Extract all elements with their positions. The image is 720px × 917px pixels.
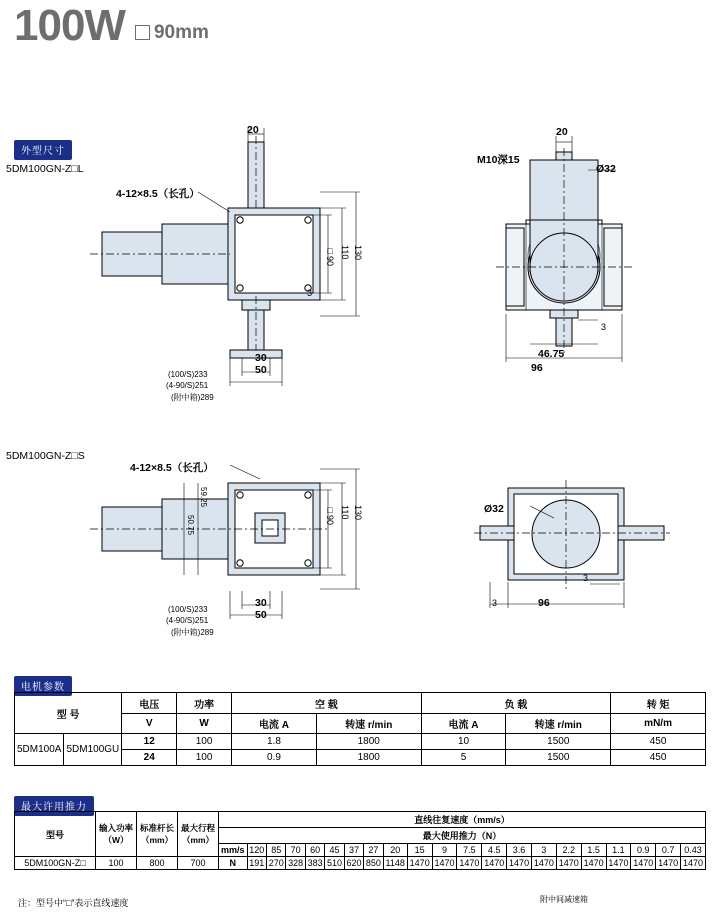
- dim-96-bottom: 96: [538, 597, 550, 609]
- cell-model-a: 5DM100A: [15, 734, 64, 766]
- speed-col-16: 1.1: [606, 844, 631, 857]
- speed-col-13: 3: [531, 844, 556, 857]
- dim-top-110: 110: [340, 245, 350, 260]
- note-top-1: (100/S)233: [168, 370, 208, 379]
- th-power-unit: W: [177, 714, 232, 734]
- note-bottom-3: (附中箱)289: [171, 628, 214, 637]
- speed-col-1: 85: [267, 844, 286, 857]
- dim-topright-20: 20: [556, 126, 568, 138]
- dim-dia32-top: Ø32: [596, 163, 616, 175]
- speed-col-6: 27: [364, 844, 383, 857]
- th-torque-unit: mN/m: [611, 714, 706, 734]
- table-row: [15, 734, 706, 750]
- force-col-6: 850: [364, 857, 383, 870]
- dim-96-top: 96: [531, 362, 543, 374]
- force-col-5: 620: [344, 857, 363, 870]
- force-col-8: 1470: [407, 857, 432, 870]
- force-col-10: 1470: [457, 857, 482, 870]
- speed-col-19: 0.43: [681, 844, 706, 857]
- cell-ld-speed-2: 1500: [506, 750, 611, 766]
- table-row: [15, 857, 706, 870]
- cell-nl-current-1: 1.8: [232, 734, 317, 750]
- section-tab-max-thrust: 最大许用推力: [14, 796, 94, 816]
- cell-input-power: 100: [96, 857, 137, 870]
- th-unit-force: N: [219, 857, 248, 870]
- speed-col-4: 45: [325, 844, 344, 857]
- force-col-16: 1470: [606, 857, 631, 870]
- dim-top-30: 30: [255, 352, 267, 364]
- dim-top-50: 50: [255, 364, 267, 376]
- th-load-speed: 转速 r/min: [506, 714, 611, 734]
- th-noload-current: 电流 A: [232, 714, 317, 734]
- force-col-14: 1470: [556, 857, 581, 870]
- speed-col-5: 37: [344, 844, 363, 857]
- force-col-18: 1470: [656, 857, 681, 870]
- th-noload: 空 载: [232, 693, 422, 714]
- dim-5075: 50.75: [186, 515, 195, 536]
- speed-col-17: 0.9: [631, 844, 656, 857]
- dim-bottom-110: 110: [340, 505, 350, 520]
- th-voltage-unit: V: [122, 714, 177, 734]
- speed-col-18: 0.7: [656, 844, 681, 857]
- cell-torque-1: 450: [611, 734, 706, 750]
- dim-top-shaft-width: 20: [247, 124, 259, 136]
- speed-col-12: 3.6: [507, 844, 532, 857]
- dim-top-holes: 4-12×8.5（长孔）: [116, 188, 200, 200]
- speed-col-15: 1.5: [581, 844, 606, 857]
- max-thrust-table: [14, 811, 706, 870]
- dim-top-130: 130: [353, 245, 363, 261]
- force-col-17: 1470: [631, 857, 656, 870]
- speed-col-3: 60: [305, 844, 324, 857]
- force-col-13: 1470: [531, 857, 556, 870]
- speed-col-9: 9: [432, 844, 457, 857]
- dim-m10-depth: M10深15: [477, 154, 520, 166]
- thrust-footer-note: 附中间减速箱: [540, 895, 588, 904]
- th-model: 型 号: [15, 693, 122, 734]
- speed-col-14: 2.2: [556, 844, 581, 857]
- force-col-12: 1470: [507, 857, 532, 870]
- drawing-bottom-model: 5DM100GN-Z□S: [6, 450, 85, 462]
- speed-col-8: 15: [407, 844, 432, 857]
- th-max-thrust-group: 最大使用推力（N）: [219, 828, 706, 844]
- cell-voltage-24: 24: [122, 750, 177, 766]
- cell-rod-length: 800: [137, 857, 178, 870]
- th-speed-group: 直线往复速度（mm/s）: [219, 812, 706, 828]
- th-load-current: 电流 A: [421, 714, 506, 734]
- drawing-bottom-left-view: [80, 455, 380, 635]
- cell-power-2: 100: [177, 750, 232, 766]
- dim-top-3: 3: [307, 288, 313, 298]
- dim-top-d90: □90: [325, 246, 335, 267]
- cell-thrust-model: 5DM100GN-Z□: [15, 857, 96, 870]
- page-title: 100W: [14, 1, 125, 50]
- force-col-3: 383: [305, 857, 324, 870]
- force-col-0: 191: [247, 857, 266, 870]
- force-col-7: 1148: [383, 857, 407, 870]
- speed-col-10: 7.5: [457, 844, 482, 857]
- motor-parameters-table: [14, 692, 706, 766]
- dim-5925: 59.25: [199, 487, 208, 508]
- cell-model-gu: 5DM100GU: [64, 734, 122, 766]
- dim-bottom-130: 130: [353, 505, 363, 521]
- cell-nl-speed-1: 1800: [316, 734, 421, 750]
- cell-ld-speed-1: 1500: [506, 734, 611, 750]
- th-thrust-model: 型号: [15, 812, 96, 857]
- speed-col-0: 120: [247, 844, 266, 857]
- speed-col-7: 20: [383, 844, 407, 857]
- square-icon: [135, 25, 150, 40]
- cell-ld-current-1: 10: [421, 734, 506, 750]
- section-tab-motor-params: 电机参数: [14, 676, 72, 696]
- force-col-4: 510: [325, 857, 344, 870]
- force-col-9: 1470: [432, 857, 457, 870]
- th-load: 负 载: [421, 693, 611, 714]
- dim-topright-3: 3: [601, 322, 607, 332]
- section-tab-dimensions: 外型尺寸: [14, 140, 72, 160]
- cell-nl-speed-2: 1800: [316, 750, 421, 766]
- dim-4675: 46.75: [538, 348, 565, 360]
- page-header: [14, 1, 209, 50]
- speed-col-11: 4.5: [482, 844, 507, 857]
- dim-bottom-30: 30: [255, 597, 267, 609]
- cell-power-1: 100: [177, 734, 232, 750]
- th-max-stroke: 最大行程（mm）: [178, 812, 219, 857]
- cell-voltage-12: 12: [122, 734, 177, 750]
- drawing-top-model: 5DM100GN-Z□L: [6, 163, 84, 175]
- note-bottom-2: (4-90/S)251: [166, 616, 209, 625]
- dim-bottom-50: 50: [255, 609, 267, 621]
- footnote: 注：型号中“□”表示直线速度: [18, 898, 129, 908]
- speed-col-2: 70: [286, 844, 305, 857]
- th-unit-speed: mm/s: [219, 844, 248, 857]
- th-input-power: 输入功率（W）: [96, 812, 137, 857]
- cell-nl-current-2: 0.9: [232, 750, 317, 766]
- drawing-bottom-right-view: [470, 470, 680, 630]
- force-col-11: 1470: [482, 857, 507, 870]
- th-voltage: 电压: [122, 693, 177, 714]
- dim-bottom-d90: □90: [325, 505, 335, 526]
- dim-bottom-holes: 4-12×8.5（长孔）: [130, 462, 214, 474]
- dim-bottom-3b: 3: [492, 598, 498, 608]
- note-top-2: (4-90/S)251: [166, 381, 209, 390]
- th-power: 功率: [177, 693, 232, 714]
- dim-dia32-bottom: Ø32: [484, 503, 504, 515]
- note-bottom-1: (100/S)233: [168, 605, 208, 614]
- force-col-1: 270: [267, 857, 286, 870]
- frame-size-label: 90mm: [153, 22, 209, 43]
- force-col-15: 1470: [581, 857, 606, 870]
- cell-torque-2: 450: [611, 750, 706, 766]
- cell-ld-current-2: 5: [421, 750, 506, 766]
- force-col-19: 1470: [681, 857, 706, 870]
- cell-max-stroke: 700: [178, 857, 219, 870]
- th-torque: 转 矩: [611, 693, 706, 714]
- dim-bottom-3a: 3: [583, 573, 589, 583]
- force-col-2: 328: [286, 857, 305, 870]
- th-rod-length: 标准杆长（mm）: [137, 812, 178, 857]
- note-top-3: (附中箱)289: [171, 393, 214, 402]
- th-noload-speed: 转速 r/min: [316, 714, 421, 734]
